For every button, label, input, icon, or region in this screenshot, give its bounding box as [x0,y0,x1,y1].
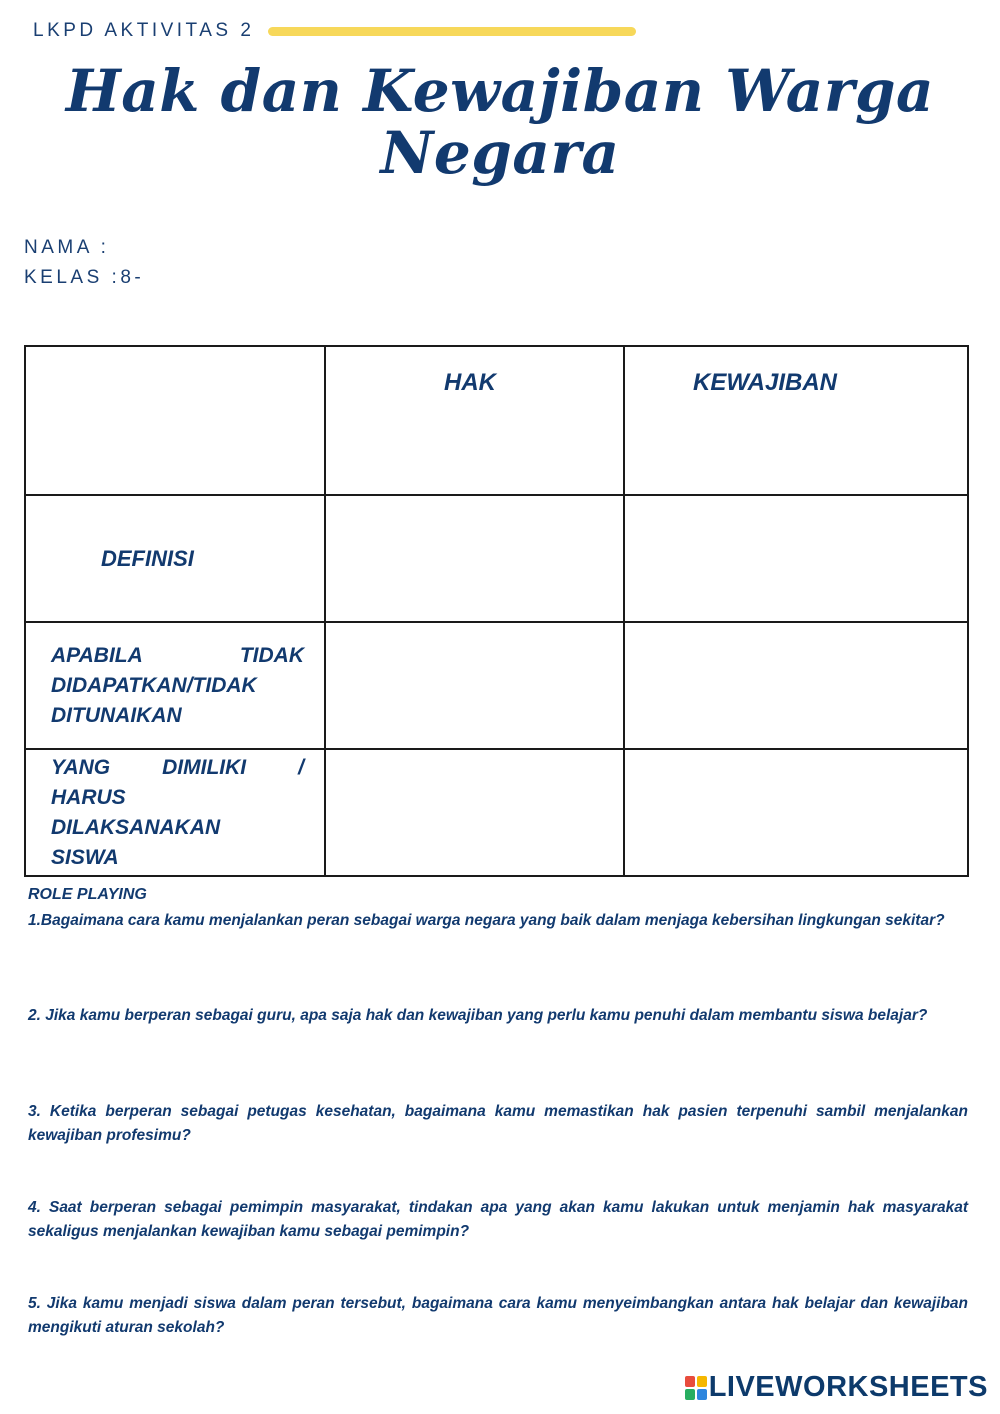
logo-square-icon [697,1376,707,1387]
answer-cell-apabila-hak[interactable] [325,622,624,749]
table-row [25,495,968,622]
corner-cell [25,346,325,495]
logo-square-icon [697,1389,707,1400]
liveworksheets-logo-icon [685,1376,707,1400]
question-4: 4. Saat berperan sebagai pemimpin masyarakat, tindakan apa yang akan kamu lakukan untuk menjamin hak masyarakat sekaligus menjalankan kewajiban kamu sebagai pemimpin? [28,1199,968,1240]
activity-label: LKPD AKTIVITAS 2 [33,20,255,41]
student-fields [24,237,144,297]
answer-cell-definisi-hak[interactable] [325,495,624,622]
answer-cell-apabila-kewajiban[interactable] [624,622,968,749]
table-header-row [25,346,968,495]
question-2: 2. Jika kamu berperan sebagai guru, apa saja hak dan kewajiban yang perlu kamu penuhi dalam membantu siswa belajar? [28,1007,928,1024]
column-header-hak: HAK [325,346,624,495]
title-line-2: Negara [380,119,620,187]
row-label-line: HARUS [51,785,126,809]
row-label-dimiliki [25,749,325,876]
row-label-line: DILAKSANAKAN [51,815,221,839]
row-label-word: / [298,755,304,779]
table-row [25,749,968,876]
question-3: 3. Ketika berperan sebagai petugas kesehatan, bagaimana kamu memastikan hak pasien terpenuhi sambil menjalankan kewajiban profesimu? [28,1103,968,1144]
question-5: 5. Jika kamu menjadi siswa dalam peran tersebut, bagaimana cara kamu menyeimbangkan antara hak belajar dan kewajiban mengikuti aturan sekolah? [28,1295,968,1336]
answer-cell-definisi-kewajiban[interactable] [624,495,968,622]
liveworksheets-logo [685,1371,988,1404]
row-label-line: SISWA [51,845,119,869]
row-label-word: YANG [51,755,111,779]
row-label-word: APABILA [51,643,143,667]
column-header-kewajiban: KEWAJIBAN [624,346,968,495]
kelas-label: KELAS :8- [24,267,145,288]
row-label-line: DITUNAIKAN [51,703,182,727]
logo-text: LIVEWORKSHEETS [708,1371,988,1403]
row-label-line: DIDAPATKAN/TIDAK [51,673,257,697]
decorative-highlight-bar [268,27,636,36]
role-playing-title: ROLE PLAYING [28,886,147,903]
activity-header [33,20,636,42]
logo-square-icon [685,1389,695,1400]
question-1: 1.Bagaimana cara kamu menjalankan peran sebagai warga negara yang baik dalam menjaga kebersihan lingkungan sekitar? [28,912,945,929]
answer-cell-dimiliki-kewajiban[interactable] [624,749,968,876]
table-row [25,622,968,749]
hak-kewajiban-table [24,345,969,877]
row-label-apabila [25,622,325,749]
row-label-word: TIDAK [239,643,304,667]
page-title [0,57,1000,187]
row-label-definisi: DEFINISI [25,495,325,622]
row-label-word: DIMILIKI [162,755,247,779]
nama-label: NAMA : [24,237,110,258]
answer-cell-dimiliki-hak[interactable] [325,749,624,876]
title-line-1: Hak dan Kewajiban Warga [65,57,935,125]
logo-square-icon [685,1376,695,1387]
